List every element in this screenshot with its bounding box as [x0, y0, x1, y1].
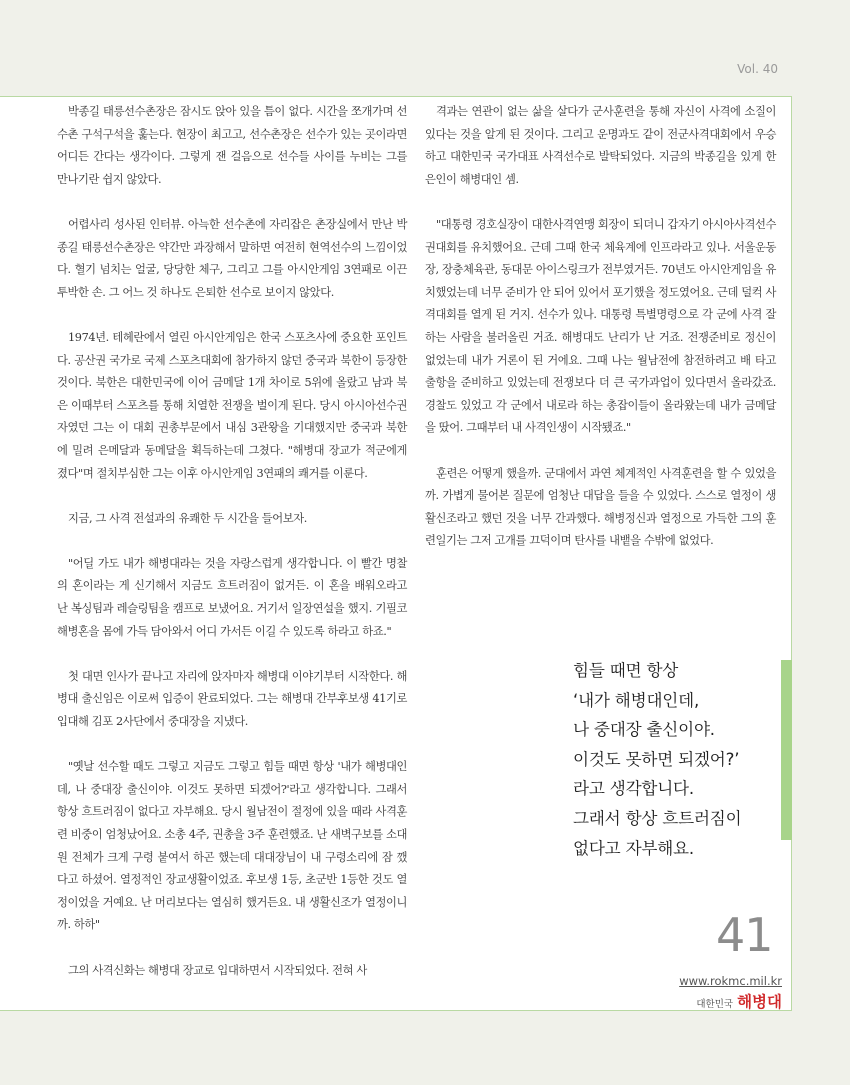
paragraph: 지금, 그 사격 전설과의 유쾌한 두 시간을 들어보자.	[68, 511, 307, 525]
paragraph: 어렵사리 성사된 인터뷰. 아늑한 선수촌에 자리잡은 촌장실에서 만난 박종길 태릉선수촌장은 약간만 과장해서 말하면 여전히 현역선수의 느낌이었다. 혈기 넘치는 얼굴, 당당한 체구, 그리고 그를 아시안게임 3연패로 이끈 투박한 손. 그 어느 것 하나도 은퇴한 선수로 보이지 않았다.	[57, 217, 407, 299]
brand-name: 해병대	[737, 993, 782, 1011]
paragraph: "어딜 가도 내가 해병대라는 것을 자랑스럽게 생각합니다. 이 빨간 명찰의 혼이라는 게 신기해서 지금도 흐트러짐이 없거든. 이 혼을 배워오라고 난 복싱팀과 레슬링팀을 캠프로 보냈어요. 거기서 일장연설을 했지. 기필코 해병혼을 몸에 가득 담아와서 어디 가서든 이길 수 있도록 하라고 하죠."	[57, 556, 407, 638]
article-page	[0, 96, 792, 1011]
pull-quote	[573, 656, 778, 863]
pull-quote-line: 그래서 항상 흐트러짐이	[573, 808, 742, 828]
paragraph: "대통령 경호실장이 대한사격연맹 회장이 되더니 갑자기 아시아사격선수권대회를 유치했어요. 근데 그때 한국 체육계에 인프라라고 있나. 서울운동장, 장충체육관, 동대문 아이스링크가 전부였거든. 70년도 아시안게임을 유치했었는데 너무 준비가 안 되어 있어서 포기했을 정도였어요. 근데 덜컥 사격대회를 열게 된 거지. 선수가 있나. 대통령 특별명령으로 각 군에 사격 잘하는 사람을 불러올린 거죠. 해병대도 난리가 난 거죠. 전쟁준비로 정신이 없었는데 내가 거론이 된 거에요. 그때 나는 월남전에 참전하려고 배 타고 출항을 준비하고 있었는데 전쟁보다 더 큰 국가과업이 있다면서 올라갔죠. 경찰도 있었고 각 군에서 내로라 하는 총잡이들이 올라왔는데 내가 금메달을 땄어. 그때부터 내 사격인생이 시작됐죠."	[425, 217, 776, 435]
pull-quote-line: 이것도 못하면 되겠어?’	[573, 749, 740, 769]
pull-quote-line: 힘들 때면 항상	[573, 661, 679, 680]
brand-country: 대한민국	[696, 999, 734, 1010]
paragraph: 훈련은 어떻게 했을까. 군대에서 과연 체계적인 사격훈련을 할 수 있었을까. 가볍게 물어본 질문에 엄청난 대답을 들을 수 있었다. 스스로 열정이 생활신조라고 했던 것을 너무 간과했다. 해병정신과 열정으로 가득한 그의 훈련일기는 그저 고개를 끄덕이며 탄사를 내뱉을 수밖에 없었다.	[425, 466, 776, 548]
website-link[interactable]: www.rokmc.mil.kr	[679, 974, 782, 988]
brand-logo	[696, 990, 782, 1012]
accent-bar	[781, 660, 792, 840]
paragraph: 첫 대면 인사가 끝나고 자리에 앉자마자 해병대 이야기부터 시작한다. 해병대 출신임은 이로써 입증이 완료되었다. 그는 해병대 간부후보생 41기로 입대해 김포 2사단에서 중대장을 지냈다.	[57, 669, 407, 729]
paragraph: "옛날 선수할 때도 그렇고 지금도 그렇고 힘들 때면 항상 '내가 해병대인데, 나 중대장 출신이야. 이것도 못하면 되겠어?'라고 생각합니다. 그래서 항상 흐트러짐이 없다고 자부해요. 당시 월남전이 절정에 있을 때라 사격훈련 비중이 엄청났어요. 소총 4주, 권총을 3주 훈련했죠. 난 새벽구보를 소대원 전체가 크게 구령 붙여서 하곤 했는데 대대장님이 내 구령소리에 잠 깼다고 하셨어. 열정적인 장교생활이었죠. 후보생 1등, 초군반 1등한 것도 열정이었을 거예요. 난 머리보다는 열심히 했거든요. 내 생활신조가 열정이니까. 하하"	[57, 760, 407, 932]
page-number: 41	[716, 908, 773, 962]
paragraph: 1974년. 테헤란에서 열린 아시안게임은 한국 스포츠사에 중요한 포인트다. 공산권 국가로 국제 스포츠대회에 참가하지 않던 중국과 북한이 등장한 것이다. 북한은 대한민국에 이어 금메달 1개 차이로 5위에 올랐고 남과 북은 이때부터 스포츠를 통해 치열한 전쟁을 벌이게 된다. 당시 아시아선수권자였던 그는 이 대회 권총부문에서 내심 3관왕을 기대했지만 중국과 북한에 밀려 은메달과 동메달을 획득하는데 그쳤다. "해병대 장교가 적군에게 졌다"며 절치부심한 그는 이후 아시안게임 3연패의 쾌거를 이룬다.	[57, 330, 407, 480]
right-column	[425, 101, 776, 575]
pull-quote-line: ‘내가 해병대인데,	[573, 690, 700, 710]
volume-label: Vol. 40	[737, 62, 778, 76]
paragraph: 그의 사격신화는 해병대 장교로 입대하면서 시작되었다. 전혀 사	[68, 963, 367, 977]
paragraph: 격과는 연관이 없는 삶을 살다가 군사훈련을 통해 자신이 사격에 소질이 있다는 것을 알게 된 것이다. 그리고 운명과도 같이 전군사격대회에서 우승하고 대한민국 국가대표 사격선수로 발탁되었다. 지금의 박종길을 있게 한 은인이 해병대인 셈.	[425, 105, 776, 186]
pull-quote-line: 라고 생각합니다.	[573, 779, 694, 799]
left-column	[57, 101, 407, 1005]
pull-quote-line: 나 중대장 출신이야.	[573, 720, 715, 740]
paragraph: 박종길 태릉선수촌장은 잠시도 앉아 있을 틈이 없다. 시간을 쪼개가며 선수촌 구석구석을 훑는다. 현장이 최고고, 선수촌장은 선수가 있는 곳이라면 어디든 간다는 생각이다. 그렇게 잰 걸음으로 선수들 사이를 누비는 그를 만나기란 쉽지 않았다.	[57, 105, 407, 186]
pull-quote-line: 없다고 자부해요.	[573, 838, 694, 858]
